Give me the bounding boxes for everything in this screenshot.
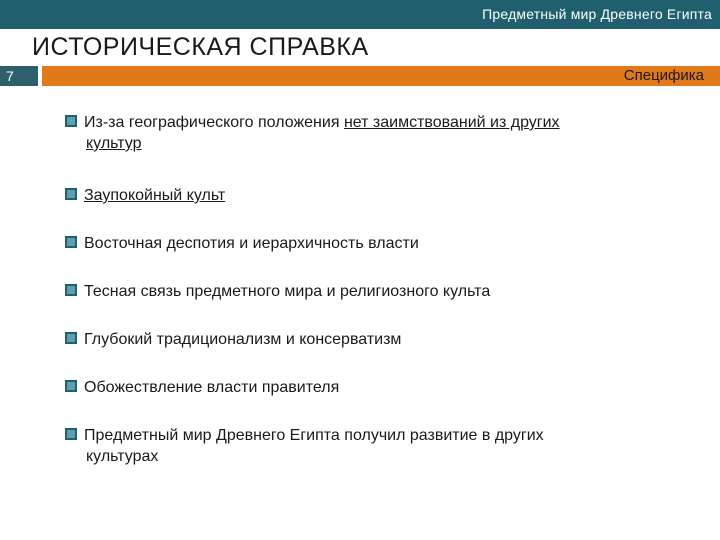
bullet-text: Обожествление власти правителя (84, 379, 340, 396)
bullet-text: Глубокий традиционализм и консерватизм (84, 331, 402, 348)
bullet-text-underlined: культур (86, 135, 142, 152)
slide-number: 7 (0, 66, 38, 86)
bullet-text: Предметный мир Древнего Египта получил развитие в других (84, 427, 544, 444)
section-label: Специфика (623, 67, 704, 84)
bullet-item (64, 329, 684, 350)
bullet-text-underlined: Заупокойный культ (84, 187, 226, 204)
checkbox-square-icon (64, 283, 78, 297)
presentation-subject: Предметный мир Древнего Египта (482, 6, 712, 22)
bullet-text-underlined: нет заимствований из других (343, 114, 560, 131)
bullet-item (64, 425, 684, 467)
checkbox-square-icon (64, 331, 78, 345)
bullet-item (64, 377, 684, 398)
bullet-item (64, 281, 684, 302)
bullet-text: Восточная деспотия и иерархичность власти (84, 235, 419, 252)
bullet-text: Из-за географического положения (84, 114, 344, 131)
bullet-item (64, 233, 684, 254)
top-bar (0, 0, 720, 29)
bullet-item (64, 185, 684, 206)
bullet-text: культурах (86, 448, 159, 465)
bullet-text: Тесная связь предметного мира и религиозного культа (84, 283, 491, 300)
section-bar (42, 66, 720, 86)
slide-title: ИСТОРИЧЕСКАЯ СПРАВКА (32, 33, 369, 61)
checkbox-square-icon (64, 187, 78, 201)
bullet-item (64, 112, 684, 154)
checkbox-square-icon (64, 235, 78, 249)
checkbox-square-icon (64, 427, 78, 441)
checkbox-square-icon (64, 379, 78, 393)
checkbox-square-icon (64, 114, 78, 128)
